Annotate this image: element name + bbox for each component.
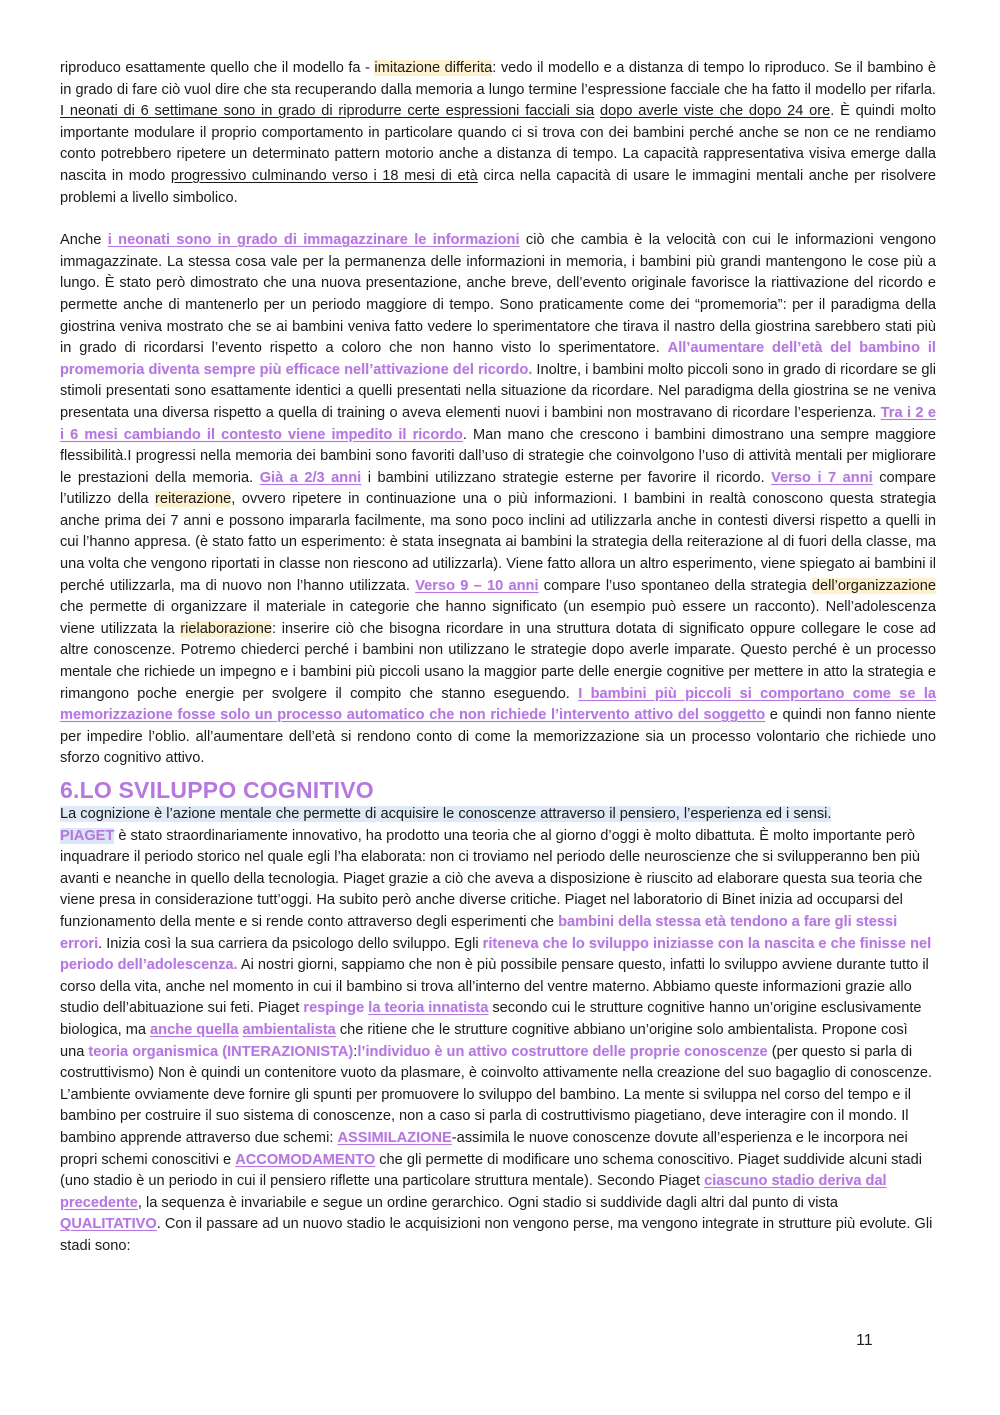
text: Inoltre, i bambini molto piccoli sono in grado di ricordare se gli stimoli presentati sono esattamente identici a quelli presentati nella situazione da ricordare. Nel paradigma della giostrina se ne veniva presentata una diversa rispetto a quella di training o aveva elementi nuovi i bambini non mostravano di ricordare l’esperienza. [60,361,936,421]
section-title: 6.LO SVILUPPO COGNITIVO [60,777,374,803]
key-phrase: QUALITATIVO [60,1216,157,1233]
paragraph-imitation [60,58,936,209]
paragraph-gap [60,209,936,230]
text: e quindi non fanno niente per impedire l’oblio. all’aumentare dell’età si rendono conto di come la memorizzazione sia un processo volontario che richiede uno sforzo cognitivo attivo. [60,707,936,767]
text: compare l’uso spontaneo della strategia [538,577,812,594]
key-phrase-piaget: PIAGET [60,827,115,844]
key-phrase: riteneva che lo sviluppo iniziasse con la nascita e che finisse nel periodo dell’adolescenza. [60,935,932,974]
key-phrase: l’individuo è un attivo costruttore delle proprie conoscenze [357,1043,768,1060]
text: riproduco esattamente quello che il modello fa - [60,60,375,76]
text: ciò che cambia è la velocità con cui le informazioni vengono immagazzinate. La stessa cosa vale per la permanenza delle informazioni in memoria, i bambini più grandi mantengono le cose più a lungo. È stato però dimostrato che una nuova presentazione, anche breve, dell’evento originale favorisce la riattivazione del ricordo e permette anche di mantenerlo per un periodo maggiore di tempo. Sono praticamente come dei “promemoria”: per il paradigma della giostrina veniva mostrato che se ai bambini veniva fatto vedere lo sperimentatore che tirava il nastro della giostrina sarebbero stati più in grado di ricordarsi l’evento rispetto a coloro che non hanno visto lo sperimentatore. [60,232,936,357]
paragraph-memory [60,230,936,770]
text: . Man mano che crescono i bambini dimostrano una sempre maggiore flessibilità.I progressi nella memoria dei bambini sono favoriti dall’uso di strategie che coinvolgono l’uso di attività mentali per migliorare le prestazioni della memoria. [60,426,937,486]
key-phrase: anche quella [150,1021,239,1038]
text: -assimila le nuove conoscenze dovute all’esperienza e le incorpora nei propri schemi conoscitivi e [60,1129,908,1168]
key-phrase: bambini della stessa età tendono a fare gli stessi errori [60,913,898,952]
key-phrase: ASSIMILAZIONE [337,1129,452,1146]
underline-18-mesi: progressivo culminando verso i 18 mesi di età [170,167,478,184]
text: secondo cui le strutture cognitive hanno un’origine esclusivamente biologica, ma [60,1000,922,1038]
key-phrase: All’aumentare dell’età del bambino il promemoria diventa sempre più efficace nell’attivazione del ricordo. [60,340,936,378]
highlight-imitazione-differita: imitazione differita [374,60,493,76]
page-number: 11 [856,1332,873,1349]
highlight-rielaborazione: rielaborazione [180,620,272,637]
text: è stato straordinariamente innovativo, ha prodotto una teoria che al giorno d’oggi è molto dibattuta. È molto importante però inquadrare il periodo storico nel quale egli l’ha elaborata: non ci troviamo nel periodo delle neuroscienze che si svilupperanno ben più avanti e neanche in quello della tecnologia. Piaget grazie a ciò che aveva a disposizione è riuscito ad elaborare questa sua teoria che viene presa in considerazione tutt’oggi. Ha subito però anche diverse critiche. Piaget nel laboratorio di Binet inizia ad occuparsi del funzionamento della mente e si rende conto attraverso degli esperimenti che [60,827,923,930]
text: circa nella capacità di usare le immagini mentali anche per risolvere problemi a livello simbolico. [60,167,937,206]
key-phrase: la teoria innatista [368,1000,489,1017]
key-phrase: Verso 9 – 10 anni [415,577,539,594]
text: (per questo si parla di costruttivismo) Non è quindi un contenitore vuoto da plasmare, è coinvolto attivamente nella creazione del suo bagaglio di conoscenze. L’ambiente ovviamente deve fornire gli spunti per promuovere lo sviluppo del bambino. La mente si sviluppa nel corso del tempo e il bambino per costruire il suo sistema di conoscenze, non a caso si parla di costruttivismo piagetiano, deve interagire con il mondo. Il bambino apprende attraverso due schemi: [60,1043,933,1146]
paragraph-piaget [60,826,936,1258]
key-phrase: I bambini più piccoli si comportano come se la memorizzazione fosse solo un processo automatico che non richiede l’intervento attivo del soggetto [60,685,936,724]
key-phrase: Tra i 2 e i 6 mesi cambiando il contesto viene impedito il ricordo [60,404,936,443]
underline-neonati: I neonati di 6 settimane sono in grado di riprodurre certe espressioni facciali sia [60,103,595,120]
text: , ovvero ripetere in continuazione una o più informazioni. I bambini in realtà conoscono questa strategia anche prima dei 7 anni e possono impararla facilmente, ma sono poco inclini ad utilizzarla anche in contesti diversi rispetto a quelli in cui l’hanno appresa. (è stato fatto un esperimento: è stata insegnata ai bambini la strategia della reiterazione al di fuori della classe, ma una volta che vengono riportati in classe non riescono ad utilizzarla). Viene fatto allora un altro esperimento, viene spiegato ai bambini il perché utilizzarla, ma di nuovo non l’hanno utilizzata. [60,491,936,594]
text: compare l’utilizzo della [60,469,936,508]
text: che permette di organizzare il materiale in categorie che hanno significato (un esempio può essere un racconto). Nell’adolescenza viene utilizzata la [60,599,936,637]
key-phrase: respinge [303,1000,365,1017]
key-phrase: Già a 2/3 anni [259,469,362,486]
text: . Inizia così la sua carriera da psicologo dello sviluppo. Egli [98,935,483,952]
page-body [60,58,936,1257]
definition-line [60,804,936,826]
highlight-organizzazione: dell’organizzazione [811,577,936,594]
text: Anche [60,232,108,249]
definition-highlight: La cognizione è l’azione mentale che permette di acquisire le conoscenze attraverso il pensiero, l’esperienza ed i sensi. [60,806,832,822]
key-phrase: ambientalista [242,1021,336,1038]
underline-dopo-averle: dopo averle viste che dopo 24 ore [600,103,831,120]
text: : [353,1043,358,1060]
highlight-reiterazione: reiterazione [154,491,232,508]
key-phrase: ciascuno stadio deriva dal precedente [60,1173,887,1211]
text: . Con il passare ad un nuovo stadio le acquisizioni non vengono perse, ma vengono integrate in strutture più evolute. Gli stadi sono: [60,1216,933,1254]
key-phrase: ACCOMODAMENTO [235,1151,376,1168]
text: , la sequenza è invariabile e segue un ordine gerarchico. Ogni stadio si suddivide dagli altri dal punto di vista [137,1194,838,1211]
text: : inserire ciò che bisogna ricordare in una struttura dotata di significato oppure collegare le cose ad altre conoscenze. Potremo chiederci perché i bambini non utilizzano le strategie dopo averle imparate. Questo perché è un processo mentale che richiede un impegno e i bambini più piccoli usano la maggior parte delle energie cognitive per mettere in atto la strategia e rimangono poche energie per svolgere il compito che stanno eseguendo. [60,620,936,702]
text: che gli permette di modificare uno schema conoscitivo. Piaget suddivide alcuni stadi (uno stadio è un periodo in cui il pensiero riflette una particolare struttura mentale). Secondo Piaget [60,1151,922,1190]
key-phrase: Verso i 7 anni [771,469,873,486]
text: . È quindi molto importante modulare il proprio comportamento in particolare quando ci si trova con dei bambini perché anche se non ce ne rendiamo conto potrebbero ripetere un determinato pattern motorio anche a distanza di tempo. La capacità rappresentativa visiva emerge dalla nascita in modo [60,103,936,184]
text: : vedo il modello e a distanza di tempo lo riproduco. Se il bambino è in grado di fare ciò vuol dire che sta recuperando dalla memoria a lungo termine l’espressione facciale che ha fatto il modello per rifarla. [60,60,937,98]
key-phrase: teoria organismica (INTERAZIONISTA) [88,1043,354,1060]
text: che ritiene che le strutture cognitive abbiano un’origine solo ambientalista. Propone così una [60,1021,908,1060]
text: Ai nostri giorni, sappiamo che non è più possibile pensare questo, infatti lo sviluppo avviene durante tutto il corso della vita, anche nel momento in cui il bambino si trova all’interno del ventre materno. Abbiamo queste informazioni grazie allo studio dell’abituazione sui feti. Piaget [60,957,929,1017]
text: i bambini utilizzano strategie esterne per favorire il ricordo. [361,469,772,486]
key-phrase: i neonati sono in grado di immagazzinare le informazioni [107,232,520,249]
